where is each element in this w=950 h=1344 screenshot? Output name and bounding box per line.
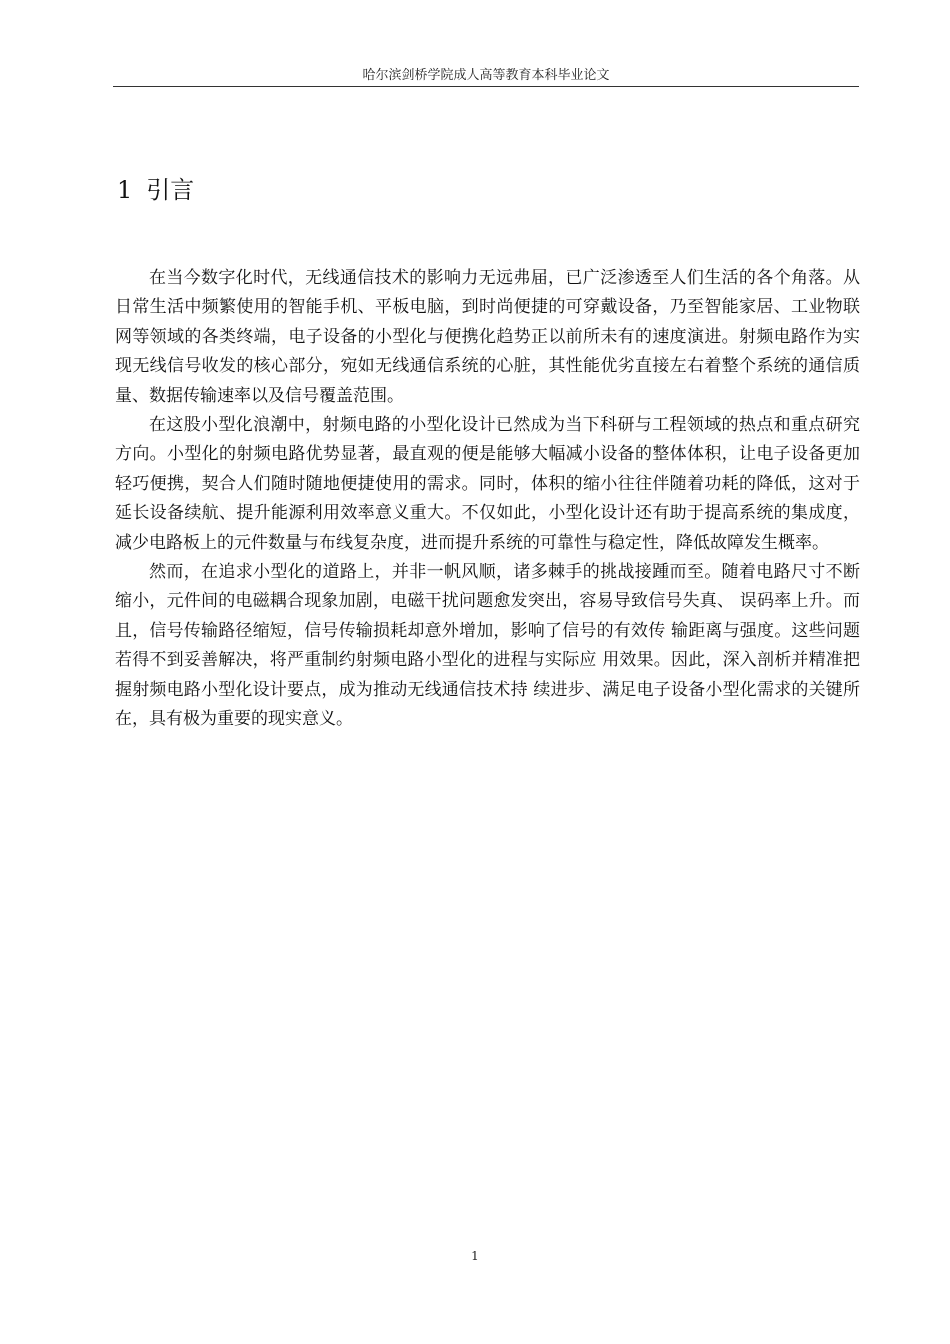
section-heading: [117, 172, 194, 208]
section-number: 1: [117, 176, 133, 204]
paragraph: 在当今数字化时代，无线通信技术的影响力无远弗届，已广泛渗透至人们生活的各个角落。从日常生活中频繁使用的智能手机、平板电脑，到时尚便捷的可穿戴设备，乃至智能家居、工业物联网等领域的各类终端，电子设备的小型化与便携化趋势正以前所未有的速度演进。射频电路作为实现无线信号收发的核心部分，宛如无线通信系统的心脏，其性能优劣直接左右着整个系统的通信质量、数据传输速率以及信号覆盖范围。: [115, 268, 860, 406]
body-text: [115, 264, 860, 735]
running-header: 哈尔滨剑桥学院成人高等教育本科毕业论文: [362, 68, 610, 83]
paragraph: 在这股小型化浪潮中，射频电路的小型化设计已然成为当下科研与工程领域的热点和重点研究方向。小型化的射频电路优势显著，最直观的便是能够大幅减小设备的整体体积，让电子设备更加轻巧便携，契合人们随时随地便捷使用的需求。同时，体积的缩小往往伴随着功耗的降低，这对于延长设备续航、提升能源利用效率意义重大。不仅如此，小型化设计还有助于提高系统的集成度，减少电路板上的元件数量与布线复杂度，进而提升系统的可靠性与稳定性，降低故障发生概率。: [115, 415, 860, 553]
paragraph: 然而，在追求小型化的道路上，并非一帆风顺，诸多棘手的挑战接踵而至。随着电路尺寸不断缩小，元件间的电磁耦合现象加剧，电磁干扰问题愈发突出，容易导致信号失真、 误码率上升。而且，信号传输路径缩短，信号传输损耗却意外增加，影响了信号的有效传 输距离与强度。这些问题若得不到妥善解决，将严重制约射频电路小型化的进程与实际应 用效果。因此，深入剖析并精准把握射频电路小型化设计要点，成为推动无线通信技术持 续进步、满足电子设备小型化需求的关键所在，具有极为重要的现实意义。: [115, 562, 860, 730]
section-title: 引言: [146, 176, 195, 204]
header-divider: [113, 86, 859, 87]
page-number: 1: [471, 1249, 479, 1263]
